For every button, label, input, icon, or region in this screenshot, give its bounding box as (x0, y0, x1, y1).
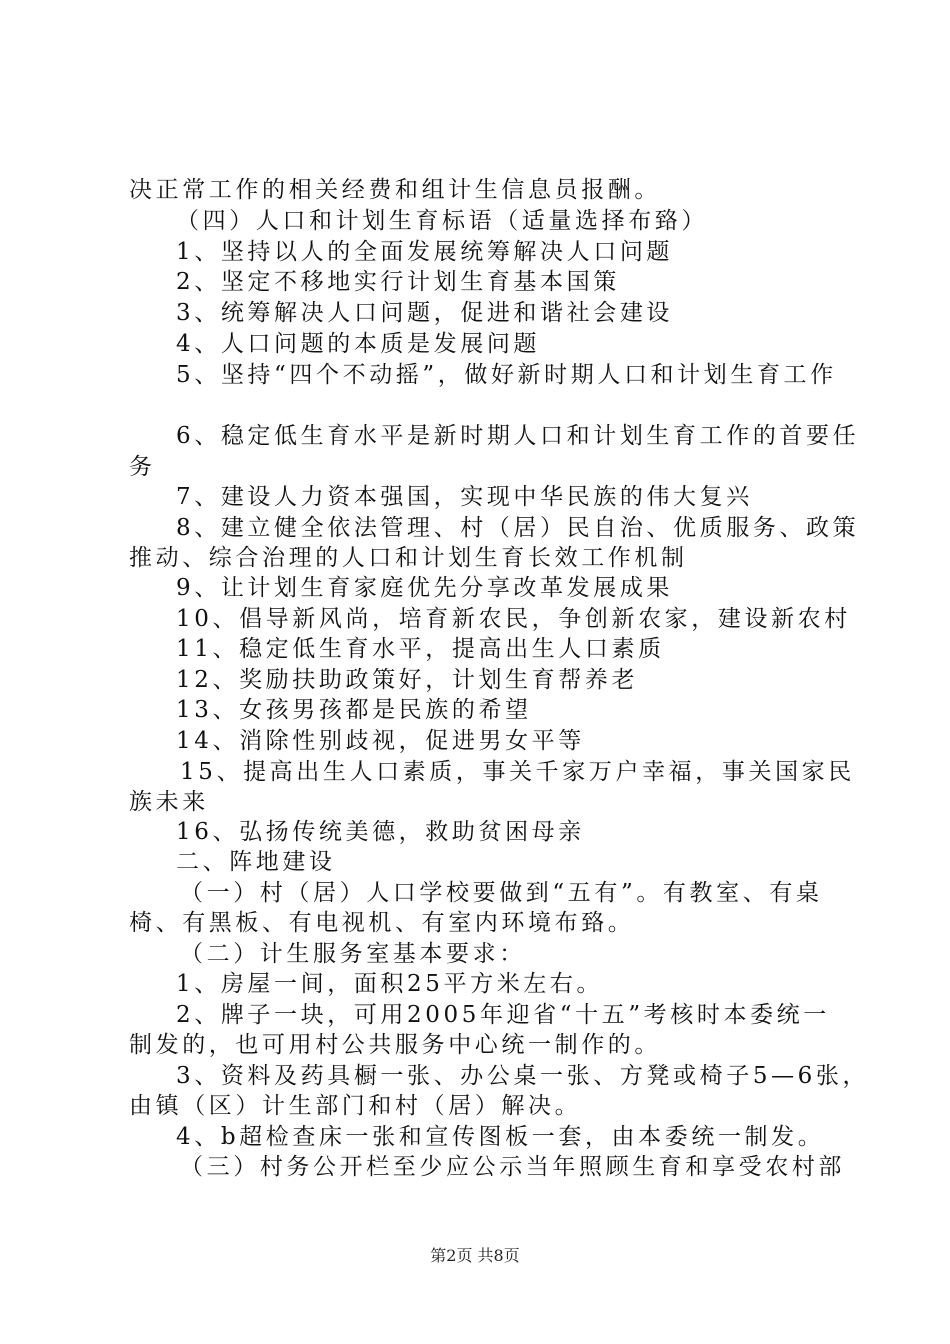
page-footer: 第2页 共8页 (430, 1246, 520, 1265)
text-line: （一）村（居）人口学校要做到“五有”。有教室、有桌 (180, 880, 823, 906)
text-line: 14、消除性别歧视，促进男女平等 (176, 728, 585, 754)
text-line: 15、提高出生人口素质，事关千家万户幸福，事关国家民 (180, 759, 855, 785)
text-line: 1、坚持以人的全面发展统筹解决人口问题 (176, 239, 674, 265)
text-line: 13、女孩男孩都是民族的希望 (176, 697, 532, 723)
text-line: 8、建立健全依法管理、村（居）民自治、优质服务、政策 (176, 515, 860, 541)
text-line: 10、倡导新风尚，培育新农民，争创新农家，建设新农村 (176, 606, 851, 632)
text-line: （三）村务公开栏至少应公示当年照顾生育和享受农村部 (180, 1154, 845, 1180)
text-line: 椅、有黑板、有电视机、有室内环境布臵。 (129, 910, 635, 936)
text-line: 2、牌子一块，可用2005年迎省“十五”考核时本委统一 (176, 1002, 830, 1028)
text-line: 11、稳定低生育水平，提高出生人口素质 (176, 636, 665, 662)
text-line: 推动、综合治理的人口和计划生育长效工作机制 (129, 545, 688, 571)
section-heading: 二、阵地建设 (176, 849, 336, 875)
text-line: 制发的，也可用村公共服务中心统一制作的。 (129, 1032, 661, 1058)
text-line: （二）计生服务室基本要求： (180, 941, 526, 967)
text-line: 16、弘扬传统美德，救助贫困母亲 (176, 819, 585, 845)
text-line: 7、建设人力资本强国，实现中华民族的伟大复兴 (176, 484, 753, 510)
text-line: 2、坚定不移地实行计划生育基本国策 (176, 269, 620, 295)
text-line: 9、让计划生育家庭优先分享改革发展成果 (176, 575, 674, 601)
text-line: 6、稳定低生育水平是新时期人口和计划生育工作的首要任 (176, 423, 860, 449)
text-line: 4、b超检查床一张和宣传图板一套，由本委统一制发。 (176, 1124, 825, 1150)
text-line: 12、奖励扶助政策好，计划生育帮养老 (176, 667, 639, 693)
text-line: 1、房屋一间，面积25平方米左右。 (176, 971, 604, 997)
text-line: （四）人口和计划生育标语（适量选择布臵） (176, 208, 708, 234)
text-line: 族未来 (129, 789, 209, 815)
text-line: 由镇（区）计生部门和村（居）解决。 (129, 1093, 582, 1119)
text-line: 4、人口问题的本质是发展问题 (176, 331, 541, 357)
text-line: 3、资料及药具橱一张、办公桌一张、方凳或椅子5—6张， (176, 1063, 870, 1089)
text-line: 3、统筹解决人口问题，促进和谐社会建设 (176, 300, 674, 326)
text-line: 务 (129, 454, 156, 480)
text-line: 5、坚持“四个不动摇”，做好新时期人口和计划生育工作 (176, 362, 837, 388)
text-line: 决正常工作的相关经费和组计生信息员报酬。 (129, 177, 661, 203)
